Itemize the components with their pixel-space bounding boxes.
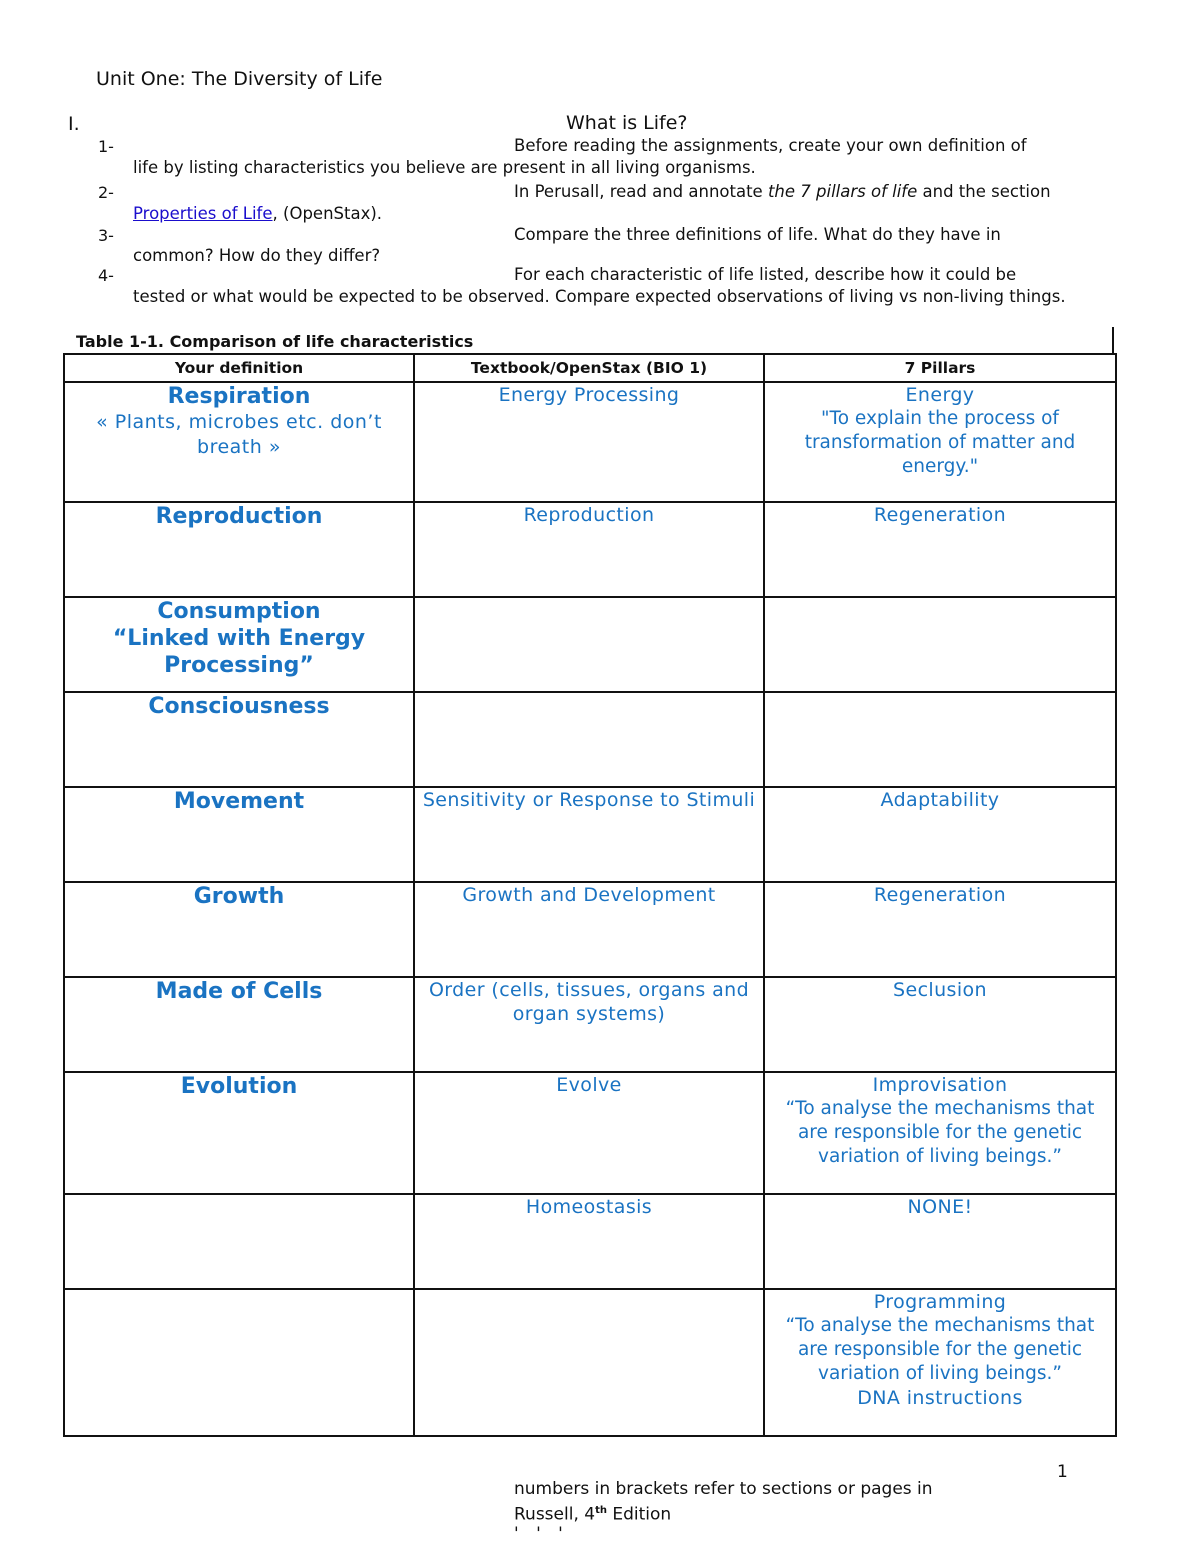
textbook-cell[interactable]: Homeostasis	[414, 1194, 764, 1289]
section-title: What is Life?	[566, 112, 688, 134]
textbook-cell[interactable]: Energy Processing	[414, 382, 764, 502]
textbook-cell[interactable]: Reproduction	[414, 502, 764, 597]
question-2-text: In Perusall, read and annotate the 7 pillars of life and the section	[514, 182, 1051, 201]
table-caption: Table 1-1. Comparison of life characteristics	[76, 332, 474, 351]
question-4-continuation: tested or what would be expected to be observed. Compare expected observations of living vs non-living things.	[133, 287, 1066, 306]
unit-title: Unit One: The Diversity of Life	[96, 68, 383, 90]
definition-cell[interactable]: Made of Cells	[64, 977, 414, 1072]
properties-of-life-link[interactable]: Properties of Life	[133, 204, 273, 223]
header-textbook: Textbook/OpenStax (BIO 1)	[414, 354, 764, 382]
textbook-cell[interactable]: Order (cells, tissues, organs and organ systems)	[414, 977, 764, 1072]
definition-cell[interactable]	[64, 1289, 414, 1436]
definition-cell[interactable]	[64, 1194, 414, 1289]
footnote-line-2: Russell, 4th Edition	[514, 1504, 672, 1525]
caption-divider	[1112, 327, 1114, 354]
definition-cell[interactable]: Movement	[64, 787, 414, 882]
pillars-title-italic: the 7 pillars of life	[767, 182, 918, 201]
page-number: 1	[1057, 1462, 1068, 1482]
header-7-pillars: 7 Pillars	[764, 354, 1116, 382]
pillar-cell[interactable]: Improvisation “To analyse the mechanisms that are responsible for the genetic variation of living beings.”	[764, 1072, 1116, 1194]
pillar-cell[interactable]: NONE!	[764, 1194, 1116, 1289]
textbook-cell[interactable]: Evolve	[414, 1072, 764, 1194]
pillar-cell[interactable]: Regeneration	[764, 882, 1116, 977]
question-4-text: For each characteristic of life listed, describe how it could be	[514, 265, 1017, 284]
definition-cell[interactable]: Reproduction	[64, 502, 414, 597]
table-row	[64, 382, 1116, 502]
pillar-cell[interactable]: Adaptability	[764, 787, 1116, 882]
life-characteristics-table	[63, 353, 1117, 1437]
textbook-cell[interactable]: Sensitivity or Response to Stimuli	[414, 787, 764, 882]
textbook-cell[interactable]	[414, 692, 764, 787]
table-row	[64, 1194, 1116, 1289]
question-4-number: 4-	[98, 266, 114, 285]
table-row	[64, 692, 1116, 787]
question-1-text: Before reading the assignments, create your own definition of	[514, 136, 1027, 155]
definition-cell[interactable]: Respiration « Plants, microbes etc. don’t breath »	[64, 382, 414, 502]
pillar-cell[interactable]: Seclusion	[764, 977, 1116, 1072]
definition-cell[interactable]: Consciousness	[64, 692, 414, 787]
definition-cell[interactable]: Growth	[64, 882, 414, 977]
footnote-line-1: numbers in brackets refer to sections or pages in	[514, 1479, 933, 1499]
header-your-definition: Your definition	[64, 354, 414, 382]
question-1-number: 1-	[98, 137, 114, 156]
textbook-cell[interactable]: Growth and Development	[414, 882, 764, 977]
textbook-cell[interactable]	[414, 1289, 764, 1436]
table-row	[64, 502, 1116, 597]
section-number: I.	[68, 113, 80, 135]
table-row	[64, 1289, 1116, 1436]
question-3-number: 3-	[98, 226, 114, 245]
table-row	[64, 882, 1116, 977]
question-2-number: 2-	[98, 183, 114, 202]
table-row	[64, 977, 1116, 1072]
pillar-cell[interactable]	[764, 692, 1116, 787]
table-row	[64, 597, 1116, 692]
cutoff-text-fragment: ' ' '	[514, 1524, 569, 1544]
textbook-cell[interactable]	[414, 597, 764, 692]
question-3-continuation: common? How do they differ?	[133, 246, 381, 265]
pillar-cell[interactable]: Regeneration	[764, 502, 1116, 597]
table-row	[64, 787, 1116, 882]
question-2-continuation: Properties of Life, (OpenStax).	[133, 204, 383, 223]
pillar-cell[interactable]: Energy "To explain the process of transformation of matter and energy."	[764, 382, 1116, 502]
question-1-continuation: life by listing characteristics you believe are present in all living organisms.	[133, 158, 756, 177]
table-header-row	[64, 354, 1116, 382]
table-row	[64, 1072, 1116, 1194]
definition-cell[interactable]: Consumption “Linked with Energy Processing”	[64, 597, 414, 692]
definition-cell[interactable]: Evolution	[64, 1072, 414, 1194]
pillar-cell[interactable]: Programming “To analyse the mechanisms that are responsible for the genetic variation of living beings.” DNA instructions	[764, 1289, 1116, 1436]
question-3-text: Compare the three definitions of life. What do they have in	[514, 225, 1001, 244]
footnote	[514, 1478, 933, 1526]
pillar-cell[interactable]	[764, 597, 1116, 692]
